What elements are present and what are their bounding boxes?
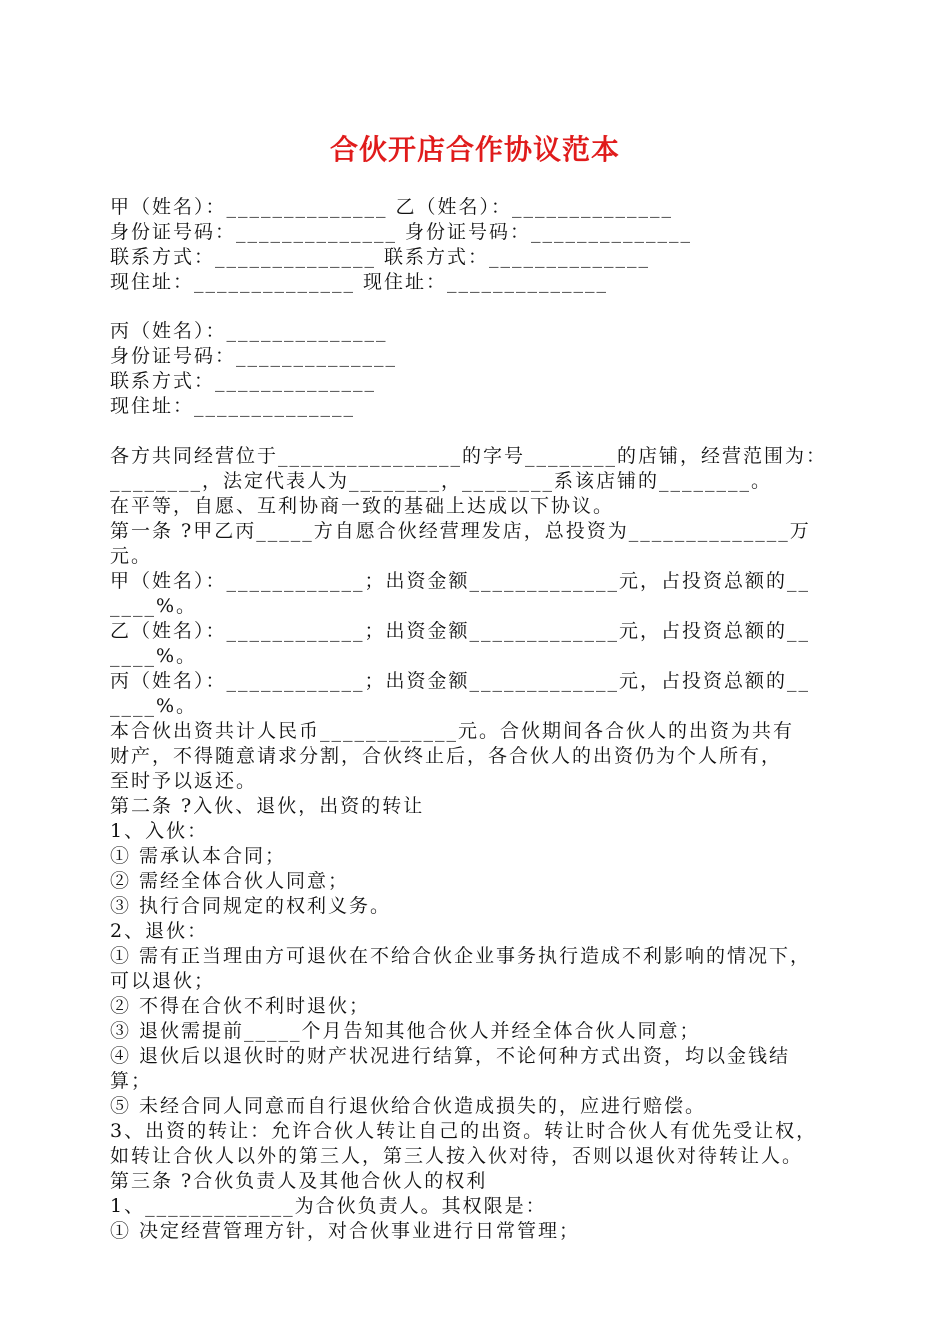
text-line: 1、入伙：: [110, 820, 209, 842]
text-line: 可以退伙；: [110, 970, 216, 992]
section-heading: 第三条 ?合伙负责人及其他合伙人的权利: [110, 1170, 488, 1192]
list-item: ② 需经全体合伙人同意；: [110, 870, 350, 892]
list-item: ③ 执行合同规定的权利义务。: [110, 895, 392, 917]
list-item: ① 需承认本合同；: [110, 845, 287, 867]
text-line: 本合伙出资共计人民币____________元。合伙期间各合伙人的出资为共有: [110, 720, 795, 742]
text-line: 丙（姓名）：____________；出资金额_____________元，占投资总额的__: [110, 670, 811, 692]
text-line: 身份证号码：______________: [110, 345, 398, 367]
text-line: 算；: [110, 1070, 153, 1092]
text-line: ________，法定代表人为________，________系该店铺的________。: [110, 470, 773, 492]
text-line: 现住址：______________: [110, 395, 356, 417]
text-line: ____%。: [110, 595, 198, 617]
list-item: ② 不得在合伙不利时退伙；: [110, 995, 371, 1017]
text-line: 各方共同经营位于________________的字号________的店铺，经营范围为：: [110, 445, 828, 467]
text-line: 元。: [110, 545, 153, 567]
list-item: ③ 退伙需提前_____个月告知其他合伙人并经全体合伙人同意；: [110, 1020, 701, 1042]
text-line: 联系方式：______________: [110, 370, 377, 392]
section-heading: 第二条 ?入伙、退伙，出资的转让: [110, 795, 425, 817]
text-line: 甲（姓名）：____________；出资金额_____________元，占投资总额的__: [110, 570, 811, 592]
text-line: 甲（姓名）：______________ 乙（姓名）：______________: [110, 196, 674, 218]
text-line: ____%。: [110, 645, 198, 667]
text-line: 1、_____________为合伙负责人。其权限是：: [110, 1195, 547, 1217]
text-line: 丙（姓名）：______________: [110, 320, 388, 342]
text-line: 如转让合伙人以外的第三人，第三人按入伙对待，否则以退伙对待转让人。: [110, 1145, 804, 1167]
text-line: 3、出资的转让：允许合伙人转让自己的出资。转让时合伙人有优先受让权，: [110, 1120, 818, 1142]
text-line: 第一条 ?甲乙丙_____方自愿合伙经营理发店，总投资为______________万: [110, 520, 811, 542]
text-line: 联系方式：______________ 联系方式：______________: [110, 246, 651, 268]
list-item: ① 需有正当理由方可退伙在不给合伙企业事务执行造成不利影响的情况下，: [110, 945, 812, 967]
list-item: ① 决定经营管理方针，对合伙事业进行日常管理；: [110, 1220, 581, 1242]
text-line: 财产，不得随意请求分割，合伙终止后，各合伙人的出资仍为个人所有，: [110, 745, 783, 767]
text-line: 在平等，自愿、互利协商一致的基础上达成以下协议。: [110, 495, 615, 517]
document-title: 合伙开店合作协议范本: [329, 133, 620, 166]
text-line: 现住址：______________ 现住址：______________: [110, 271, 609, 293]
list-item: ④ 退伙后以退伙时的财产状况进行结算，不论何种方式出资，均以金钱结: [110, 1045, 791, 1067]
text-line: 2、退伙：: [110, 920, 209, 942]
text-line: ____%。: [110, 695, 198, 717]
text-line: 身份证号码：______________ 身份证号码：______________: [110, 221, 693, 243]
text-line: 乙（姓名）：____________；出资金额_____________元，占投资总额的__: [110, 620, 811, 642]
text-line: 至时予以返还。: [110, 770, 258, 792]
list-item: ⑤ 未经合同人同意而自行退伙给合伙造成损失的，应进行赔偿。: [110, 1095, 707, 1117]
